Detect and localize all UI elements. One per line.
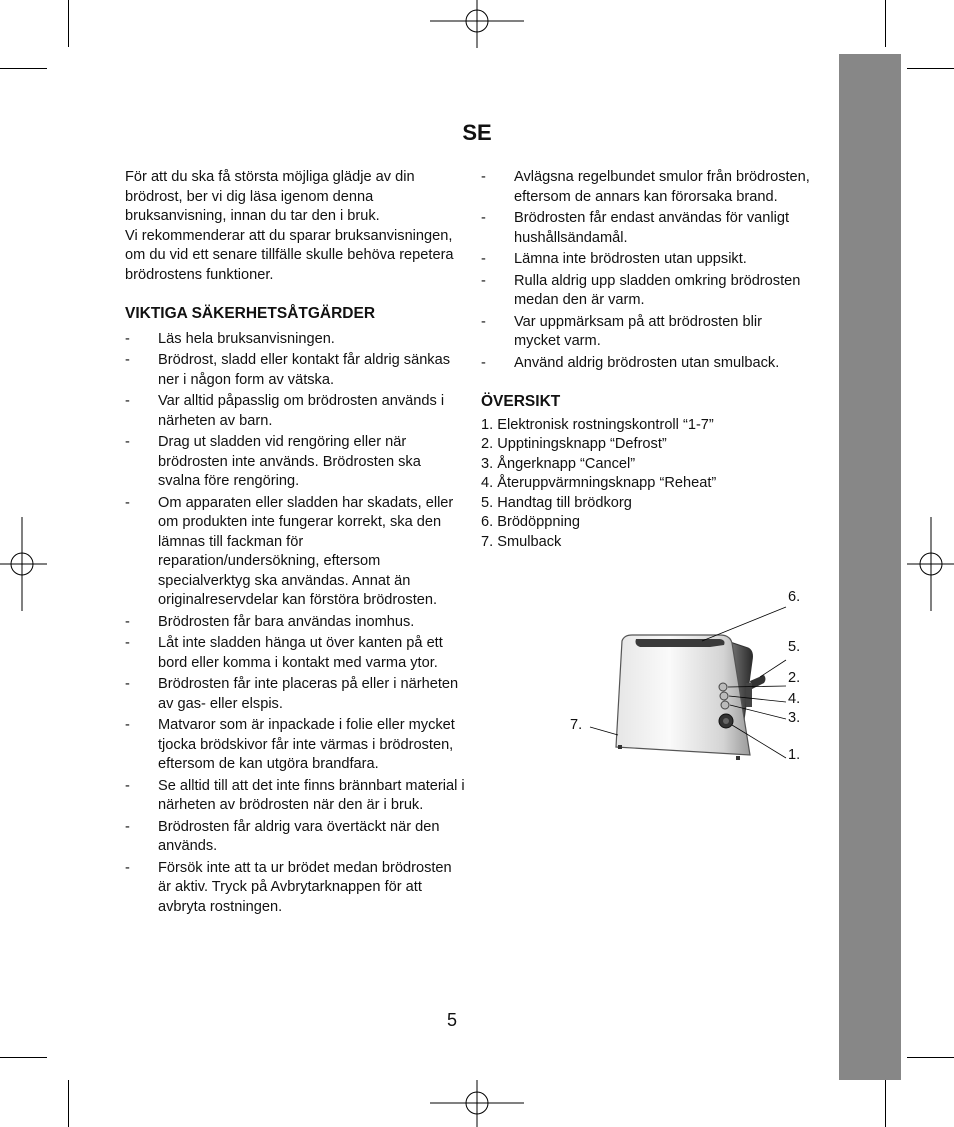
list-item: - Läs hela bruksanvisningen. xyxy=(125,330,465,350)
list-item: - Brödrosten får endast användas för vanligt hushållsändamål. xyxy=(481,209,811,248)
registration-mark-right xyxy=(907,517,954,611)
callout-label: 5. xyxy=(788,639,801,655)
language-heading: SE xyxy=(462,120,492,145)
overview-item: 4. Återuppvärmningsknapp “Reheat” xyxy=(481,475,717,491)
crop-mark-tl-v xyxy=(68,0,69,47)
left-column xyxy=(125,168,465,919)
callout-label: 1. xyxy=(788,747,801,763)
list-item: - Var uppmärksam på att brödrosten blir mycket varm. xyxy=(481,313,811,352)
list-item: - Avlägsna regelbundet smulor från brödrosten, eftersom de annars kan förorsaka brand. xyxy=(481,168,811,207)
registration-mark-left xyxy=(0,517,47,611)
list-item: - Rulla aldrig upp sladden omkring brödrosten medan den är varm. xyxy=(481,272,811,311)
list-item: - Låt inte sladden hänga ut över kanten på ett bord eller komma i kontakt med varma ytor. xyxy=(125,634,465,673)
overview-item: 7. Smulback xyxy=(481,533,562,550)
list-item: - Matvaror som är inpackade i folie eller mycket tjocka brödskivor får inte värmas i brödrosten, eftersom de kan utgöra brandfara. xyxy=(125,716,465,775)
safety-heading: VIKTIGA SÄKERHETSÅTGÄRDER xyxy=(125,305,376,322)
intro-paragraph: För att du ska få största möjliga glädje av din brödrost, ber vi dig läsa igenom denna bruksanvisning, innan du tar den i bruk. xyxy=(125,169,415,224)
callout-label: 4. xyxy=(788,691,801,707)
right-column xyxy=(481,168,811,552)
overview-item: 2. Upptiningsknapp “Defrost” xyxy=(481,436,667,452)
callout-label: 6. xyxy=(788,589,801,605)
safety-list xyxy=(125,330,465,918)
crop-mark-bl-v xyxy=(68,1080,69,1127)
list-item: - Använd aldrig brödrosten utan smulback. xyxy=(481,354,811,374)
callout-label: 3. xyxy=(788,710,801,726)
crop-mark-br-v xyxy=(885,1080,886,1127)
intro-paragraph: Vi rekommenderar att du sparar bruksanvisningen, om du vid ett senare tillfälle skulle behöva repetera brödrostens funktioner. xyxy=(125,227,454,283)
intro xyxy=(125,168,465,285)
list-item: - Var alltid påpasslig om brödrosten används i närheten av barn. xyxy=(125,392,465,431)
overview-list xyxy=(481,416,811,553)
overview-heading: ÖVERSIKT xyxy=(481,393,561,410)
list-item: - Lämna inte brödrosten utan uppsikt. xyxy=(481,250,811,270)
overview-item: 6. Brödöppning xyxy=(481,514,580,530)
callout-label: 7. xyxy=(570,717,583,733)
toaster-illustration xyxy=(560,585,810,770)
list-item: - Brödrosten får bara användas inomhus. xyxy=(125,613,465,633)
list-item: - Försök inte att ta ur brödet medan brödrosten är aktiv. Tryck på Avbrytarknappen för att avbryta rostningen. xyxy=(125,859,465,918)
list-item: - Brödrost, sladd eller kontakt får aldrig sänkas ner i någon form av vätska. xyxy=(125,351,465,390)
safety-list-continued xyxy=(481,168,811,373)
list-item: - Brödrosten får aldrig vara övertäckt när den används. xyxy=(125,818,465,857)
registration-mark-top xyxy=(430,0,524,48)
list-item: - Se alltid till att det inte finns brännbart material i närheten av brödrosten när den är i bruk. xyxy=(125,777,465,816)
side-tab xyxy=(839,54,901,1080)
overview-item: 5. Handtag till brödkorg xyxy=(481,494,632,511)
registration-mark-bottom xyxy=(430,1080,524,1127)
crop-mark-bl-h xyxy=(0,1057,47,1058)
crop-mark-tr-v xyxy=(885,0,886,47)
toaster-figure xyxy=(560,585,810,770)
page-number: 5 xyxy=(447,1010,458,1030)
callout-label: 2. xyxy=(788,670,801,686)
list-item: - Drag ut sladden vid rengöring eller när brödrosten inte används. Brödrosten ska svalna före rengöring. xyxy=(125,433,465,492)
list-item: - Om apparaten eller sladden har skadats, eller om produkten inte fungerar korrekt, ska den lämnas till fackman för reparation/undersökning, eftersom specialverktyg ska användas. Annat än originalreservdelar kan förstöra brödrosten. xyxy=(125,494,465,611)
overview-item: 3. Ångerknapp “Cancel” xyxy=(481,455,636,472)
list-item: - Brödrosten får inte placeras på eller i närheten av gas- eller elspis. xyxy=(125,675,465,714)
crop-mark-br-h xyxy=(907,1057,954,1058)
crop-mark-tl-h xyxy=(0,68,47,69)
crop-mark-tr-h xyxy=(907,68,954,69)
overview-item: 1. Elektronisk rostningskontroll “1-7” xyxy=(481,416,714,433)
